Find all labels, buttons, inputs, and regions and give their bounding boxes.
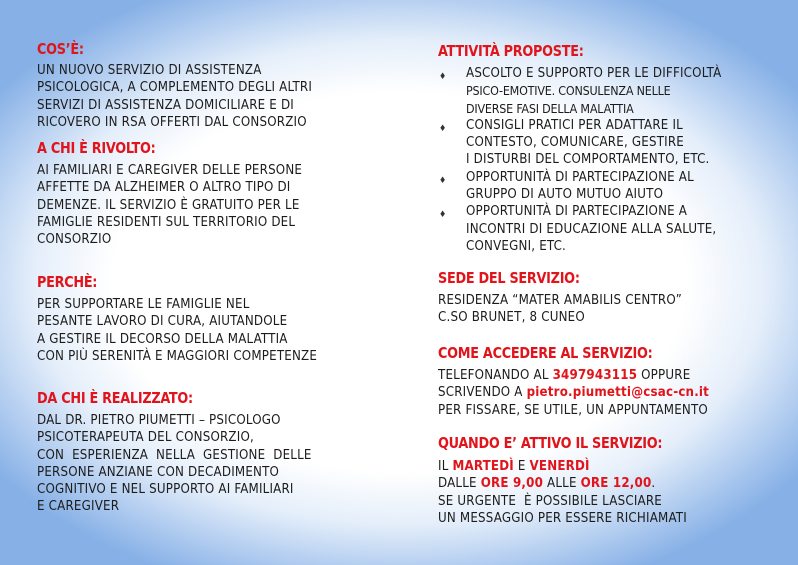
activities-list: [438, 65, 788, 255]
heading-come-accedere: COME ACCEDERE AL SERVIZIO:: [438, 344, 653, 362]
heading-sede-del-servizio: SEDE DEL SERVIZIO:: [438, 269, 580, 287]
time-start: ORE 9,00: [480, 476, 544, 492]
day-friday: VENERDÌ: [529, 459, 590, 474]
list-item: ♦ OPPORTUNITÀ DI PARTECIPAZIONE AL GRUPPO DI AUTO MUTUO AIUTO: [439, 169, 694, 203]
list-item: ♦ ASCOLTO E SUPPORTO PER LE DIFFICOLTÀ PSICO-EMOTIVE. CONSULENZA NELLE DIVERSE FASI DELLA MALATTIA: [439, 66, 722, 116]
list-item: ♦ OPPORTUNITÀ DI PARTECIPAZIONE A INCONTRI DI EDUCAZIONE ALLA SALUTE, CONVEGNI, ETC.: [439, 204, 717, 254]
heading-a-chi-e-rivolto: A CHI È RIVOLTO:: [37, 139, 156, 157]
day-tuesday: MARTEDÌ: [452, 459, 514, 474]
text-quando-e-attivo: IL MARTEDÌ E VENERDÌ DALLE ORE 9,00 ALLE ORE 12,00. SE URGENTE È POSSIBILE LASCIARE UN MESSAGGIO PER ESSERE RICHIAMATI: [438, 459, 687, 526]
text-cose: UN NUOVO SERVIZIO DI ASSISTENZA PSICOLOGICA, A COMPLEMENTO DEGLI ALTRI SERVIZI DI ASSISTENZA DOMICILIARE E DI RICOVERO IN RSA OFFERTI DAL CONSORZIO: [37, 63, 313, 130]
text-a-chi-e-rivolto: AI FAMILIARI E CAREGIVER DELLE PERSONE AFFETTE DA ALZHEIMER O ALTRO TIPO DI DEMENZE. IL SERVIZIO È GRATUITO PER LE FAMIGLIE RESIDENTI SUL TERRITORIO DEL CONSORZIO: [37, 163, 303, 248]
heading-attivita-proposte: ATTIVITÀ PROPOSTE:: [438, 42, 584, 60]
list-item: ♦ CONSIGLI PRATICI PER ADATTARE IL CONTESTO, COMUNICARE, GESTIRE I DISTURBI DEL COMPORTAMENTO, ETC.: [439, 117, 710, 168]
heading-perche: PERCHÈ:: [37, 273, 98, 291]
email-link[interactable]: pietro.piumetti@csac-cn.it: [526, 385, 710, 401]
text-da-chi-e-realizzato: DAL DR. PIETRO PIUMETTI – PSICOLOGO PSICOTERAPEUTA DEL CONSORZIO, CON ESPERIENZA NELLA GESTIONE DELLE PERSONE ANZIANE CON DECADIMENTO COGNITIVO E NEL SUPPORTO AI FAMILIARI E CAREGIVER: [37, 413, 312, 515]
diamond-bullet-icon: ♦: [439, 72, 447, 82]
time-end: ORE 12,00: [580, 476, 652, 492]
heading-quando-e-attivo: QUANDO E’ ATTIVO IL SERVIZIO:: [438, 434, 663, 452]
diamond-bullet-icon: ♦: [439, 210, 447, 221]
text-sede-del-servizio: RESIDENZA “MATER AMABILIS CENTRO” C.SO BRUNET, 8 CUNEO: [438, 293, 682, 326]
heading-da-chi-e-realizzato: DA CHI È REALIZZATO:: [37, 389, 193, 407]
text-come-accedere: TELEFONANDO AL 3497943115 OPPURE SCRIVENDO A pietro.piumetti@csac-cn.it PER FISSARE, SE UTILE, UN APPUNTAMENTO: [438, 368, 710, 418]
text-perche: PER SUPPORTARE LE FAMIGLIE NEL PESANTE LAVORO DI CURA, AIUTANDOLE A GESTIRE IL DECORSO DELLA MALATTIA CON PIÙ SERENITÀ E MAGGIORI COMPETENZE: [37, 297, 318, 364]
phone-number[interactable]: 3497943115: [552, 368, 638, 383]
heading-cose: COS’È:: [37, 40, 84, 58]
diamond-bullet-icon: ♦: [439, 175, 447, 186]
diamond-bullet-icon: ♦: [439, 123, 447, 134]
